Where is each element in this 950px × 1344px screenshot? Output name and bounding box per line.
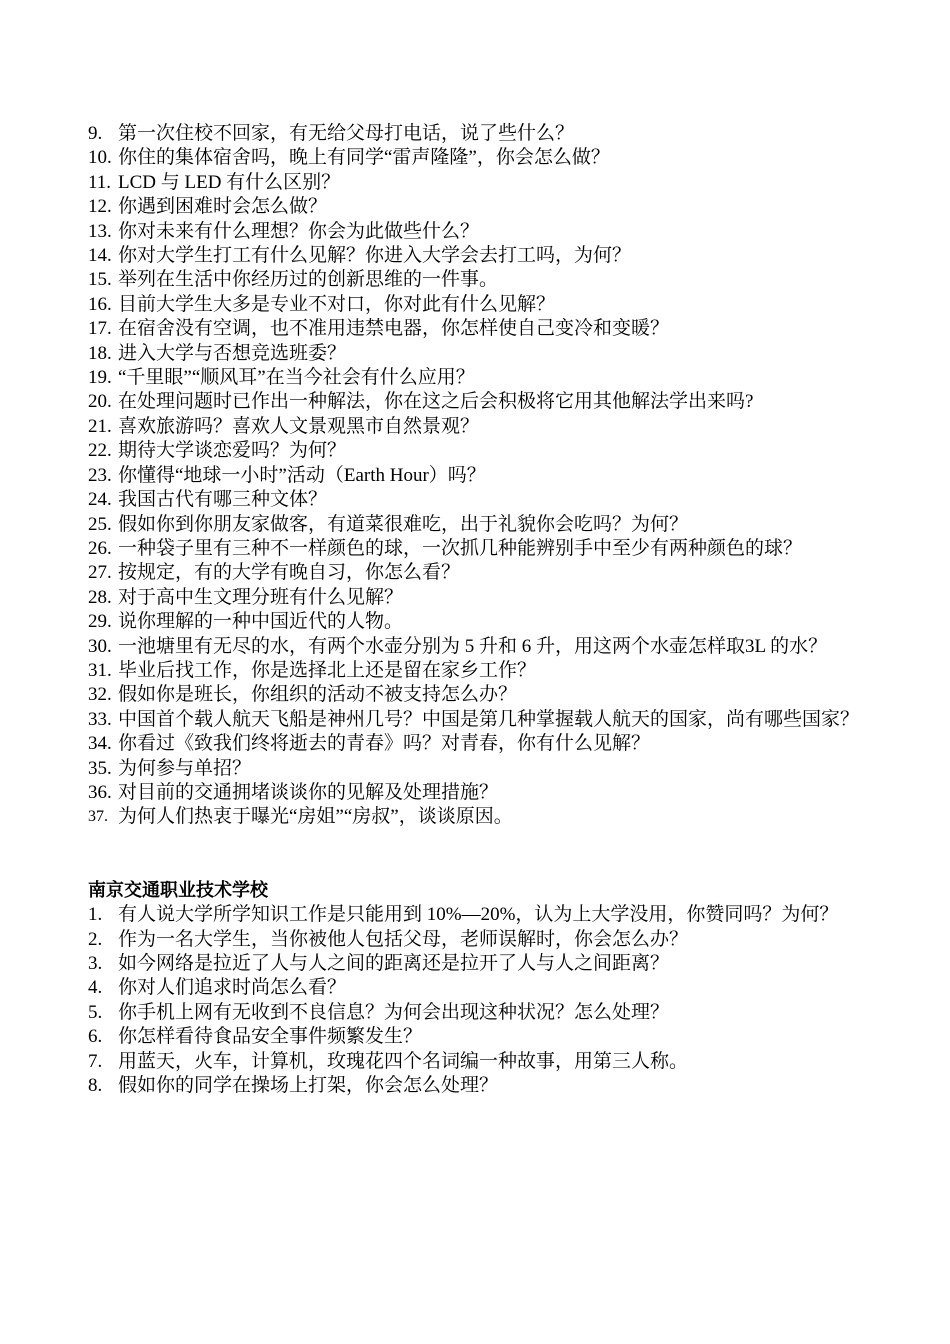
list-item	[88, 293, 878, 317]
item-number: 9.	[88, 123, 103, 144]
item-text: 你对人们追求时尚怎么看？	[118, 977, 347, 999]
list-item	[88, 513, 878, 537]
item-text: 你对大学生打工有什么见解？你进入大学会去打工吗，为何？	[118, 245, 632, 267]
item-number: 10.	[88, 147, 112, 169]
item-number: 20.	[88, 391, 112, 413]
item-number: 31.	[88, 659, 112, 681]
item-number: 15.	[88, 269, 112, 291]
document-page	[88, 122, 878, 1098]
list-item	[88, 952, 878, 976]
list-item	[88, 1074, 878, 1098]
item-text: 假如你是班长，你组织的活动不被支持怎么办？	[118, 684, 518, 706]
item-text: 对于高中生文理分班有什么见解？	[118, 586, 404, 608]
item-number: 28.	[88, 586, 112, 608]
list-item	[88, 366, 878, 390]
item-text: 按规定，有的大学有晚自习，你怎么看？	[118, 562, 461, 584]
item-number: 3.	[88, 952, 103, 974]
item-text: 你手机上网有无收到不良信息？为何会出现这种状况？怎么处理？	[118, 1001, 670, 1023]
item-number: 17.	[88, 318, 112, 340]
item-text: 对目前的交通拥堵谈谈你的见解及处理措施？	[118, 781, 499, 803]
list-item	[88, 268, 878, 292]
item-number: 11.	[88, 171, 112, 193]
item-text: 用蓝天，火车，计算机，玫瑰花四个名词编一种故事，用第三人称。	[118, 1050, 689, 1072]
list-item	[88, 1050, 878, 1074]
list-item	[88, 171, 878, 195]
list-item	[88, 561, 878, 585]
item-number: 12.	[88, 196, 112, 218]
item-text: 在宿舍没有空调，也不准用违禁电器，你怎样使自己变冷和变暖？	[118, 318, 670, 340]
item-text: 举列在生活中你经历过的创新思维的一件事。	[118, 269, 499, 291]
section-gap	[88, 830, 878, 879]
item-number: 30.	[88, 635, 112, 657]
list-item	[88, 146, 878, 170]
item-text: LCD 与 LED 有什么区别？	[118, 171, 341, 193]
item-text: 中国首个载人航天飞船是神州几号？中国是第几种掌握载人航天的国家，尚有哪些国家？	[118, 708, 860, 730]
item-number: 22.	[88, 440, 112, 462]
item-number: 1.	[88, 904, 103, 926]
item-number: 36.	[88, 781, 112, 803]
item-text: 一种袋子里有三种不一样颜色的球，一次抓几种能辨别手中至少有两种颜色的球？	[118, 537, 803, 559]
list-item	[88, 805, 878, 829]
item-text: 假如你的同学在操场上打架，你会怎么处理？	[118, 1075, 499, 1097]
item-text: 有人说大学所学知识工作是只能用到 10%—20%，认为上大学没用，你赞同吗？为何？	[118, 904, 839, 926]
item-number: 24.	[88, 489, 112, 511]
item-text: 期待大学谈恋爱吗？为何？	[118, 440, 347, 462]
list-item	[88, 732, 878, 756]
item-text: 你看过《致我们终将逝去的青春》吗？对青春，你有什么见解？	[118, 733, 651, 755]
list-item	[88, 342, 878, 366]
list-item	[88, 635, 878, 659]
list-item	[88, 610, 878, 634]
list-item	[88, 317, 878, 341]
item-text: 毕业后找工作，你是选择北上还是留在家乡工作？	[118, 659, 537, 681]
item-text: 如今网络是拉近了人与人之间的距离还是拉开了人与人之间距离？	[118, 952, 670, 974]
item-text: 我国古代有哪三种文体？	[118, 489, 328, 511]
item-number: 5.	[88, 1001, 103, 1023]
item-number: 29.	[88, 611, 112, 633]
list-item	[88, 390, 878, 414]
item-text: 一池塘里有无尽的水，有两个水壶分别为 5 升和 6 升，用这两个水壶怎样取3L 的水？	[118, 635, 828, 657]
list-item	[88, 464, 878, 488]
item-text: 作为一名大学生，当你被他人包括父母，老师误解时，你会怎么办？	[118, 928, 689, 950]
item-text: 你懂得“地球一小时”活动（Earth Hour）吗？	[118, 464, 486, 486]
list-item	[88, 708, 878, 732]
item-number: 23.	[88, 464, 112, 486]
list-item	[88, 1001, 878, 1025]
list-item	[88, 1025, 878, 1049]
item-text: 在处理问题时已作出一种解法，你在这之后会积极将它用其他解法学出来吗?	[118, 391, 754, 413]
question-list-section-1	[88, 122, 878, 830]
item-number: 16.	[88, 293, 112, 315]
item-number: 13.	[88, 220, 112, 242]
item-number: 35.	[88, 757, 112, 779]
item-number: 27.	[88, 562, 112, 584]
item-text: 你住的集体宿舍吗，晚上有同学“雷声隆隆”，你会怎么做？	[118, 147, 610, 169]
list-item	[88, 976, 878, 1000]
item-text: 你遇到困难时会怎么做？	[118, 196, 328, 218]
list-item	[88, 659, 878, 683]
list-item	[88, 537, 878, 561]
question-list-section-2	[88, 903, 878, 1098]
item-number: 2.	[88, 928, 103, 950]
list-item	[88, 757, 878, 781]
list-item	[88, 488, 878, 512]
item-number: 7.	[88, 1050, 103, 1072]
item-text: 说你理解的一种中国近代的人物。	[118, 611, 404, 633]
item-text: 目前大学生大多是专业不对口，你对此有什么见解？	[118, 293, 556, 315]
item-text: 进入大学与否想竞选班委？	[118, 342, 347, 364]
list-item	[88, 220, 878, 244]
item-number: 4.	[88, 977, 103, 999]
item-number: 32.	[88, 684, 112, 706]
list-item	[88, 781, 878, 805]
item-number: 34.	[88, 733, 112, 755]
list-item	[88, 586, 878, 610]
list-item	[88, 903, 878, 927]
item-text: 假如你到你朋友家做客，有道菜很难吃，出于礼貌你会吃吗？为何？	[118, 513, 689, 535]
item-number: 26.	[88, 537, 112, 559]
item-text: 为何人们热衷于曝光“房姐”“房叔”，谈谈原因。	[118, 806, 513, 828]
item-text: 第一次住校不回家，有无给父母打电话，说了些什么？	[118, 123, 575, 144]
list-item	[88, 122, 878, 146]
item-number: 14.	[88, 245, 112, 267]
list-item	[88, 415, 878, 439]
item-text: “千里眼”“顺风耳”在当今社会有什么应用？	[118, 367, 475, 389]
list-item	[88, 244, 878, 268]
item-number: 18.	[88, 342, 112, 364]
list-item	[88, 195, 878, 219]
list-item	[88, 439, 878, 463]
list-item	[88, 928, 878, 952]
item-number: 8.	[88, 1075, 103, 1097]
item-number: 25.	[88, 513, 112, 535]
item-number: 6.	[88, 1026, 103, 1048]
item-text: 你对未来有什么理想？你会为此做些什么？	[118, 220, 480, 242]
list-item	[88, 683, 878, 707]
school-title: 南京交通职业技术学校	[88, 879, 268, 901]
item-number: 21.	[88, 415, 112, 437]
item-text: 你怎样看待食品安全事件频繁发生？	[118, 1026, 423, 1048]
item-number: 19.	[88, 367, 112, 389]
item-number: 37.	[88, 808, 108, 826]
item-text: 为何参与单招？	[118, 757, 252, 779]
item-text: 喜欢旅游吗？喜欢人文景观黑市自然景观？	[118, 415, 480, 437]
item-number: 33.	[88, 708, 112, 730]
